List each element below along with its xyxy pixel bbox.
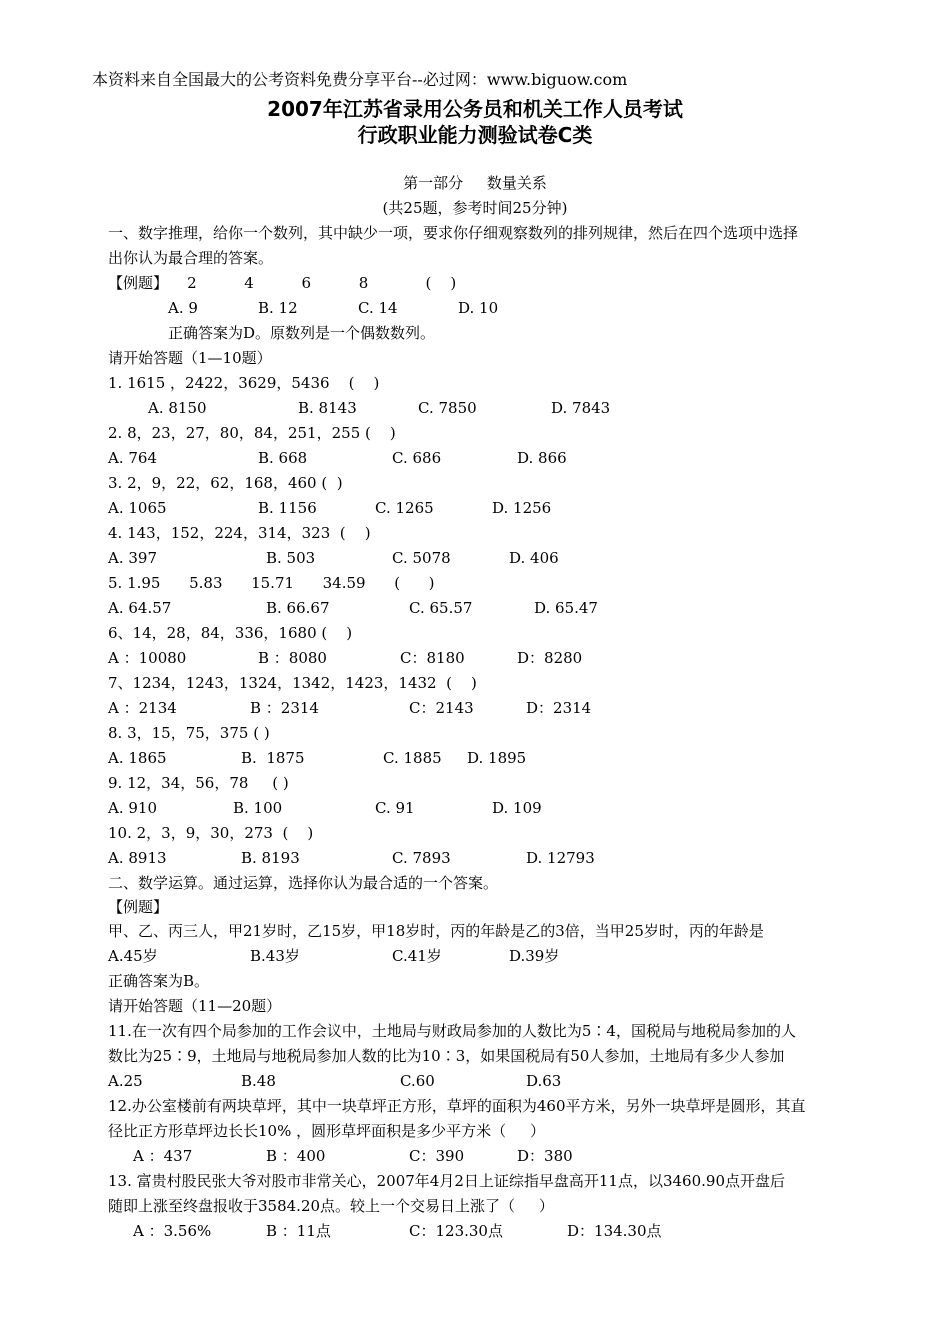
option: A. 64.57 (108, 599, 172, 617)
option: A. 910 (108, 799, 157, 817)
option: A ：10080 (108, 649, 187, 667)
question: 13. 富贵村股民张大爷对股市非常关心，2007年4月2日上证综指早盘高开11点，以3460.90点开盘后 (108, 1172, 786, 1190)
example-answer: 正确答案为D。原数列是一个偶数数列。 (168, 324, 436, 342)
section2-intro: 二、数学运算。通过运算，选择你认为最合适的一个答案。 (108, 874, 499, 892)
option: B ：11点 (266, 1222, 331, 1240)
option: B ：400 (266, 1147, 326, 1165)
question-continued: 径比正方形草坪边长长10% ，圆形草坪面积是多少平方米（ ） (108, 1122, 545, 1140)
option: B. 66.67 (266, 599, 330, 617)
question: 11.在一次有四个局参加的工作会议中，土地局与财政局参加的人数比为5∶4，国税局与地税局参加的人 (108, 1022, 796, 1040)
option: D. 109 (492, 799, 542, 817)
section1-start: 请开始答题（1—10题） (108, 349, 272, 367)
option: D：2314 (526, 699, 592, 717)
option: B. 12 (258, 299, 298, 317)
option: D. 1256 (492, 499, 552, 517)
option: C. 91 (375, 799, 415, 817)
option: B. 1156 (258, 499, 317, 517)
question: 8. 3，15，75，375 ( ) (108, 724, 270, 742)
option: C. 5078 (392, 549, 451, 567)
option: A. 8150 (148, 399, 207, 417)
option: C：123.30点 (409, 1222, 503, 1240)
question: 10. 2，3，9，30，273 ( ) (108, 824, 314, 842)
option: D. 866 (517, 449, 567, 467)
option: D. 406 (509, 549, 559, 567)
option: D. 65.47 (534, 599, 598, 617)
source-note: 本资料来自全国最大的公考资料免费分享平台--必过网：www.biguow.com (92, 70, 628, 89)
option: C. 1265 (375, 499, 434, 517)
option: B ：2314 (250, 699, 319, 717)
option: D：380 (517, 1147, 573, 1165)
option: C.41岁 (392, 947, 442, 965)
part-subheading: (共25题，参考时间25分钟) (382, 199, 568, 217)
question: 4. 143，152，224，314，323 ( ) (108, 524, 371, 542)
option: D. 10 (458, 299, 499, 317)
section2-example-answer: 正确答案为B。 (108, 972, 210, 990)
option: A. 397 (108, 549, 157, 567)
option: C：8180 (400, 649, 465, 667)
question: 1. 1615 ，2422，3629，5436 ( ) (108, 374, 380, 392)
option: A. 9 (168, 299, 198, 317)
part-heading: 第一部分 数量关系 (403, 174, 547, 192)
option: B. 8193 (241, 849, 300, 867)
option: B. 8143 (298, 399, 357, 417)
option: C.60 (400, 1072, 435, 1090)
section2-start: 请开始答题（11—20题） (108, 997, 282, 1015)
question: 7、1234，1243，1324，1342，1423，1432 ( ) (108, 674, 477, 692)
section2-example-label: 【例题】 (108, 898, 169, 916)
option: D.63 (526, 1072, 562, 1090)
option: B ：8080 (258, 649, 327, 667)
option: A. 1065 (108, 499, 167, 517)
option: D：8280 (517, 649, 583, 667)
option: B.48 (241, 1072, 276, 1090)
option: A.25 (108, 1072, 143, 1090)
exam-subtitle: 行政职业能力测验试卷C类 (357, 123, 593, 147)
option: A ：437 (133, 1147, 193, 1165)
option: C. 7850 (418, 399, 477, 417)
option: B. 503 (266, 549, 316, 567)
option: A. 764 (108, 449, 157, 467)
option: C. 7893 (392, 849, 451, 867)
option: B.43岁 (250, 947, 300, 965)
example-sequence: 【例题】 2 4 6 8 ( ) (108, 274, 457, 292)
question: 9. 12，34，56，78 ( ) (108, 774, 289, 792)
option: C. 686 (392, 449, 442, 467)
option: D. 7843 (551, 399, 611, 417)
option: C：2143 (409, 699, 474, 717)
option: C. 14 (358, 299, 398, 317)
section1-intro-line2: 出你认为最合理的答案。 (108, 249, 274, 267)
option: D：134.30点 (567, 1222, 662, 1240)
section2-example-text: 甲、乙、丙三人，甲21岁时，乙15岁，甲18岁时，丙的年龄是乙的3倍，当甲25岁时，丙的年龄是 (108, 922, 764, 940)
option: C. 65.57 (409, 599, 473, 617)
option: A. 1865 (108, 749, 167, 767)
question: 3. 2，9，22，62，168，460 ( ) (108, 474, 343, 492)
option: C. 1885 (383, 749, 442, 767)
question: 2. 8，23，27，80，84，251，255 ( ) (108, 424, 396, 442)
option: C：390 (409, 1147, 465, 1165)
section1-intro-line1: 一、数字推理，给你一个数列，其中缺少一项，要求你仔细观察数列的排列规律，然后在四个选项中选择 (108, 224, 799, 242)
question-continued: 随即上涨至终盘报收于3584.20点。较上一个交易日上涨了（ ） (108, 1197, 554, 1215)
option: B. 1875 (241, 749, 305, 767)
question: 12.办公室楼前有两块草坪，其中一块草坪正方形，草坪的面积为460平方米，另外一块草坪是圆形，其直 (108, 1097, 806, 1115)
exam-title: 2007年江苏省录用公务员和机关工作人员考试 (267, 97, 683, 121)
option: A ：2134 (108, 699, 177, 717)
option: A ：3.56% (133, 1222, 212, 1240)
option: D.39岁 (509, 947, 560, 965)
question: 6、14，28，84，336，1680 ( ) (108, 624, 353, 642)
question-continued: 数比为25∶9，土地局与地税局参加人数的比为10∶3，如果国税局有50人参加，土地局有多少人参加 (108, 1047, 785, 1065)
option: A.45岁 (108, 947, 158, 965)
question: 5. 1.95 5.83 15.71 34.59 ( ) (108, 574, 435, 592)
option: D. 1895 (467, 749, 527, 767)
option: B. 668 (258, 449, 308, 467)
option: D. 12793 (526, 849, 595, 867)
option: A. 8913 (108, 849, 167, 867)
option: B. 100 (233, 799, 283, 817)
